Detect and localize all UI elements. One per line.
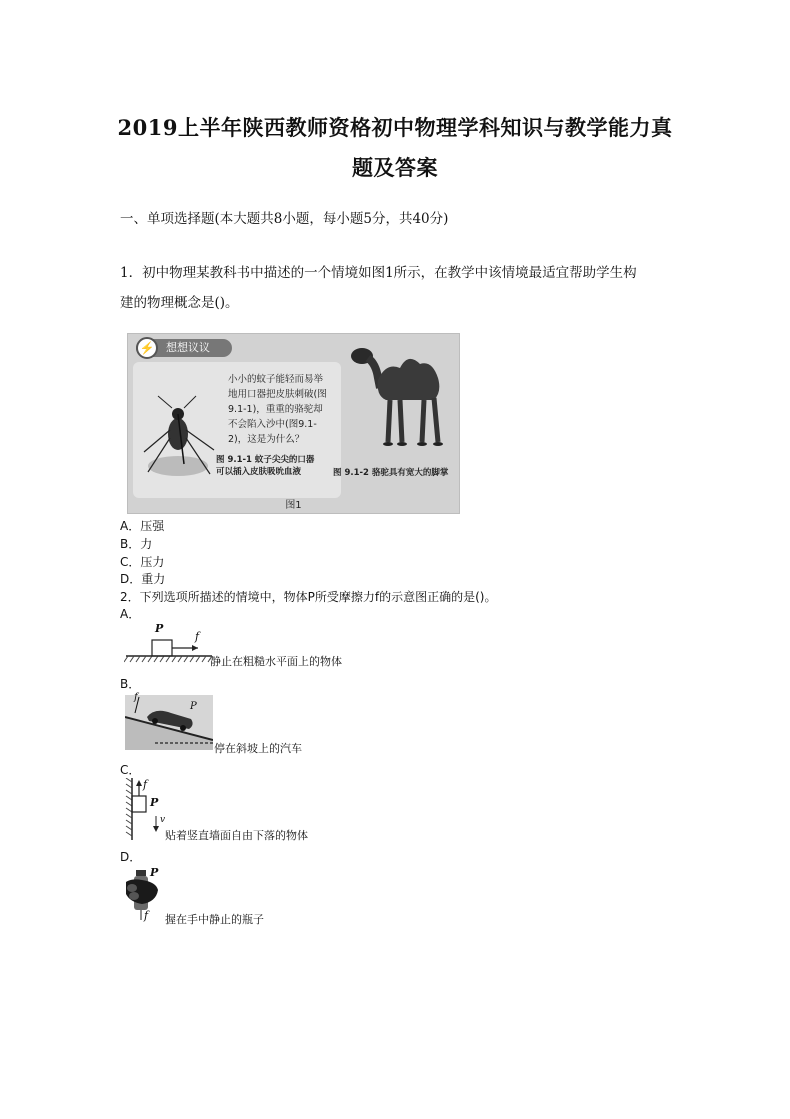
q2-b-p-label: P <box>190 701 197 712</box>
q2-a-caption: 静止在粗糙水平面上的物体 <box>210 655 342 668</box>
q2-d-caption: 握在手中静止的瓶子 <box>165 913 264 926</box>
q1-stem-line2: 建的物理概念是()。 <box>120 295 239 311</box>
q1-option-d[interactable]: D．重力 <box>120 572 166 586</box>
q1-option-c[interactable]: C．压力 <box>120 555 165 569</box>
q2-option-b-diagram <box>125 695 213 750</box>
section-heading: 一、单项选择题(本大题共8小题，每小题5分，共40分) <box>120 211 449 227</box>
figure-header: 想想议议 <box>136 339 232 357</box>
q2-c-p-label: P <box>150 796 159 809</box>
lightning-icon: ⚡ <box>136 337 158 359</box>
q2-option-a-letter[interactable]: A． <box>120 607 141 621</box>
q2-option-c-letter[interactable]: C． <box>120 763 141 777</box>
q2-d-p-label: P <box>150 866 159 879</box>
q2-option-b-letter[interactable]: B． <box>120 677 141 691</box>
caption-right: 图 9.1-2 骆驼具有宽大的脚掌 <box>333 468 449 478</box>
q2-stem: 2．下列选项所描述的情境中，物体P所受摩擦力f的示意图正确的是()。 <box>120 590 497 604</box>
figure-1 <box>127 333 460 514</box>
mosquito-image <box>136 394 221 484</box>
doc-title-line2: 题及答案 <box>352 155 438 180</box>
q2-b-f-label: f <box>134 692 138 703</box>
figure-label: 图1 <box>285 500 302 511</box>
caption-left-2: 可以插入皮肤吸吮血液 <box>216 467 302 477</box>
camel-image <box>342 338 457 448</box>
q2-a-p-label: P <box>155 622 164 635</box>
q1-option-b[interactable]: B．力 <box>120 537 153 551</box>
q2-d-f-label: f <box>144 909 149 922</box>
caption-left-1: 图 9.1-1 蚊子尖尖的口器 <box>216 455 315 465</box>
q2-b-caption: 停在斜坡上的汽车 <box>214 742 302 755</box>
q1-option-a[interactable]: A．压强 <box>120 519 165 533</box>
doc-title-line1: 2019上半年陕西教师资格初中物理学科知识与教学能力真 <box>117 115 673 140</box>
q2-c-f-label: f <box>143 778 148 791</box>
q1-stem-line1: 1．初中物理某教科书中描述的一个情境如图1所示，在教学中该情境最适宜帮助学生构 <box>120 265 637 281</box>
q2-c-v-label: v <box>160 815 166 825</box>
q2-c-caption: 贴着竖直墙面自由下落的物体 <box>165 829 308 842</box>
figure-text: 小小的蚊子能轻而易举地用口器把皮肤刺破(图9.1-1)，重重的骆驼却不会陷入沙中(图9.1-2)，这是为什么？ <box>228 374 327 445</box>
q2-option-d-letter[interactable]: D． <box>120 850 142 864</box>
q2-a-f-label: f <box>195 630 200 643</box>
q2-option-a-diagram <box>124 622 214 664</box>
